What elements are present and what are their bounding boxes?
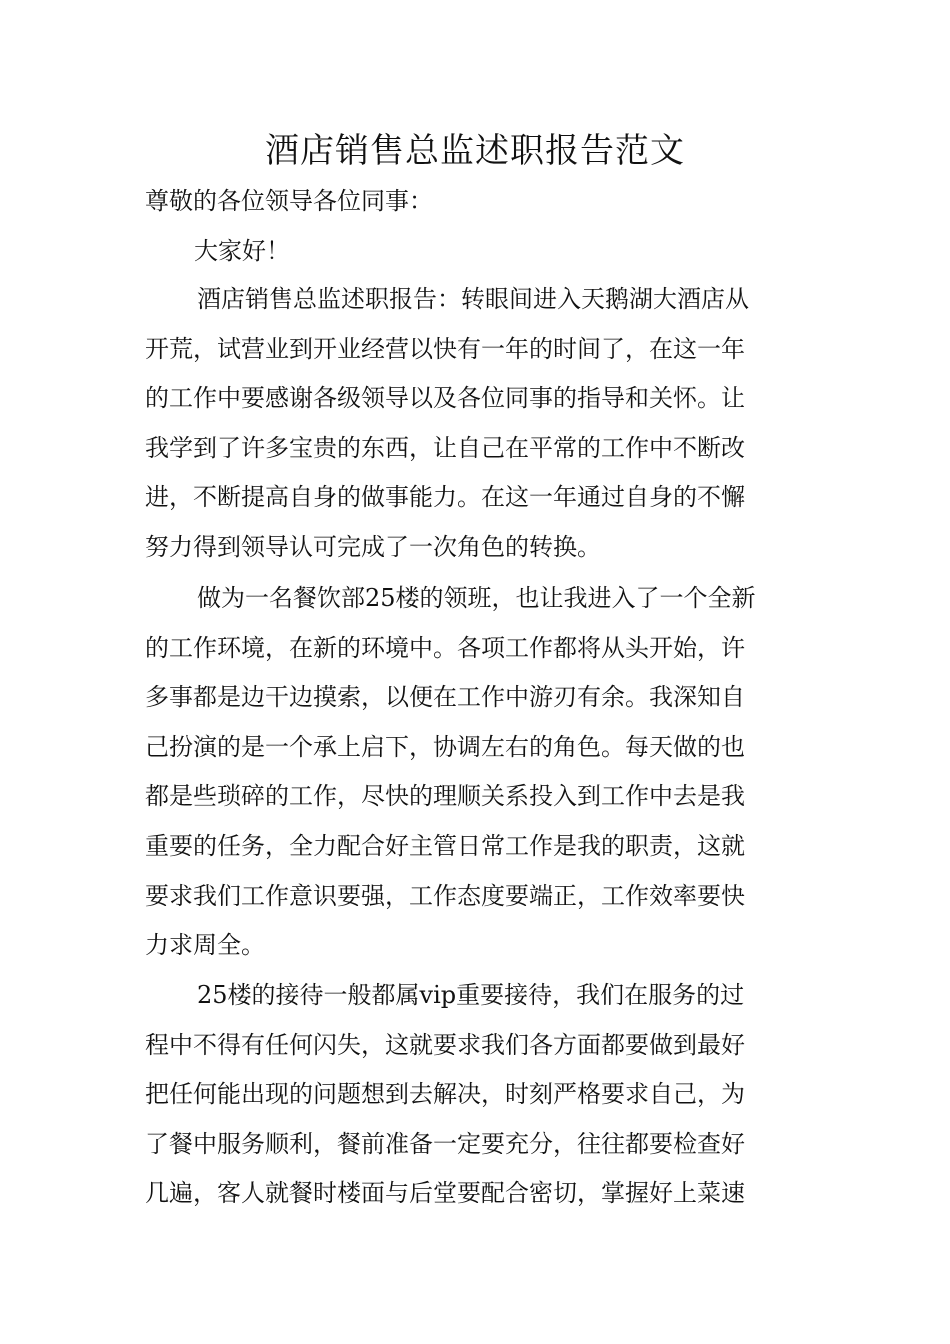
paragraph-line: 进，不断提高自身的做事能力。在这一年通过自身的不懈 bbox=[145, 483, 745, 512]
document-title: 酒店销售总监述职报告范文 bbox=[265, 131, 685, 171]
paragraph-line: 我学到了许多宝贵的东西，让自己在平常的工作中不断改 bbox=[145, 433, 745, 462]
salutation: 尊敬的各位领导各位同事： bbox=[145, 187, 433, 215]
paragraph-line: 重要的任务，全力配合好主管日常工作是我的职责，这就 bbox=[145, 831, 745, 860]
paragraph-line: 程中不得有任何闪失，这就要求我们各方面都要做到最好 bbox=[145, 1030, 745, 1059]
paragraph-line: 开荒，试营业到开业经营以快有一年的时间了，在这一年 bbox=[145, 334, 745, 363]
paragraph-line: 酒店销售总监述职报告：转眼间进入天鹅湖大酒店从 bbox=[197, 285, 749, 313]
paragraph-line: 都是些琐碎的工作，尽快的理顺关系投入到工作中去是我 bbox=[145, 782, 745, 811]
paragraph-3 bbox=[145, 971, 825, 1219]
paragraph-line: 的工作环境，在新的环境中。各项工作都将从头开始，许 bbox=[145, 633, 745, 662]
paragraph-line: 的工作中要感谢各级领导以及各位同事的指导和关怀。让 bbox=[145, 384, 745, 413]
paragraph-2 bbox=[145, 574, 825, 971]
paragraph-line: 努力得到领导认可完成了一次角色的转换。 bbox=[145, 532, 601, 561]
paragraph-1 bbox=[145, 275, 825, 573]
paragraph-line: 把任何能出现的问题想到去解决，时刻严格要求自己，为 bbox=[145, 1080, 745, 1109]
paragraph-line: 己扮演的是一个承上启下，协调左右的角色。每天做的也 bbox=[145, 732, 745, 761]
paragraph-line: 几遍，客人就餐时楼面与后堂要配合密切，掌握好上菜速 bbox=[145, 1179, 745, 1208]
paragraph-line: 力求周全。 bbox=[145, 931, 265, 960]
paragraph-line: 25楼的接待一般都属vip重要接待，我们在服务的过 bbox=[197, 981, 745, 1009]
paragraph-line: 多事都是边干边摸索，以便在工作中游刃有余。我深知自 bbox=[145, 683, 745, 712]
paragraph-line: 了餐中服务顺利，餐前准备一定要充分，往往都要检查好 bbox=[145, 1129, 745, 1158]
paragraph-line: 要求我们工作意识要强，工作态度要端正，工作效率要快 bbox=[145, 881, 745, 910]
paragraph-line: 做为一名餐饮部25楼的领班，也让我进入了一个全新 bbox=[197, 584, 756, 612]
greeting: 大家好！ bbox=[194, 237, 290, 265]
